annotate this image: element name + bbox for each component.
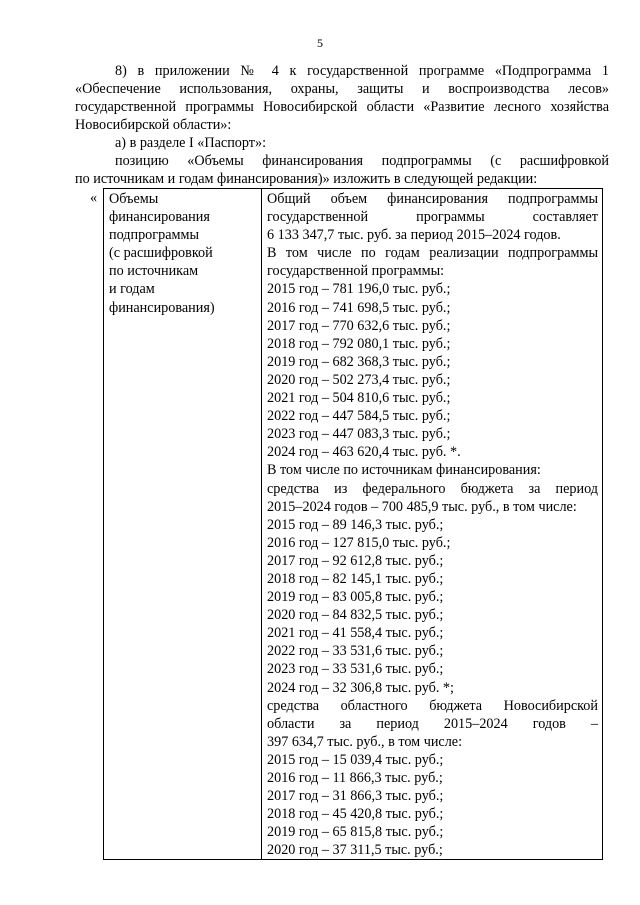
intro-p1-line-1: 8) в приложении № 4 к государственной программе «Подпрограмма 1 (115, 63, 609, 79)
total-year-item: 2022 год – 447 584,5 тыс. руб.; (267, 408, 451, 425)
regional-year-item: 2019 год – 65 815,8 тыс. руб.; (267, 824, 444, 841)
regional-year-item: 2018 год – 45 420,8 тыс. руб.; (267, 806, 444, 823)
total-year-item: 2018 год – 792 080,1 тыс. руб.; (267, 335, 451, 352)
opening-quote: « (90, 190, 98, 206)
federal-year-item: 2019 год – 83 005,8 тыс. руб.; (267, 589, 444, 606)
left-line: и годам (109, 281, 155, 298)
left-line: Объемы (109, 191, 159, 207)
intro-p3-line-1: позицию «Объемы финансирования подпрограммы (с расшифровкой (115, 153, 609, 169)
total-line-1: Общий объем финансирования подпрограммы (267, 191, 598, 207)
federal-year-item: 2020 год – 84 832,5 тыс. руб.; (267, 607, 444, 624)
regional-year-item: 2016 год – 11 866,3 тыс. руб.; (267, 770, 443, 786)
table-row (104, 189, 603, 860)
regional-year-item: 2017 год – 31 866,3 тыс. руб.; (267, 788, 444, 805)
by-years-line-2: государственной программы: (267, 263, 445, 280)
intro-p3-line-2: по источникам и годам финансирования)» изложить в следующей редакции: (75, 171, 538, 187)
federal-year-item: 2016 год – 127 815,0 тыс. руб.; (267, 534, 451, 551)
left-line: финансирования (109, 209, 210, 226)
total-line-2: государственной программы составляет (267, 209, 598, 226)
intro-p1-line-4: Новосибирской области»: (75, 117, 232, 133)
total-year-item: 2019 год – 682 368,3 тыс. руб.; (267, 353, 451, 370)
intro-paragraph-1 (75, 62, 609, 134)
total-year-item: 2015 год – 781 196,0 тыс. руб.; (267, 281, 451, 298)
regional-line-2: области за период 2015–2024 годов – (267, 715, 598, 732)
intro-text (75, 62, 609, 188)
federal-line-1: средства из федерального бюджета за период (267, 480, 598, 497)
federal-line-2: 2015–2024 годов – 700 485,9 тыс. руб., в том числе: (267, 498, 577, 515)
federal-year-item: 2022 год – 33 531,6 тыс. руб.; (267, 643, 444, 660)
passport-table (103, 188, 603, 860)
left-line: по источникам (109, 263, 199, 280)
position-name-cell (104, 189, 262, 860)
page-number: 5 (317, 36, 323, 50)
total-year-item: 2016 год – 741 698,5 тыс. руб.; (267, 299, 451, 316)
intro-p1-line-2: «Обеспечение использования, охраны, защиты и воспроизводства лесов» (75, 81, 609, 97)
total-line-3: 6 133 347,7 тыс. руб. за период 2015–2024 годов. (267, 227, 561, 244)
intro-paragraph-2: а) в разделе I «Паспорт»: (115, 135, 267, 151)
federal-year-item: 2024 год – 32 306,8 тыс. руб. *; (267, 679, 454, 696)
financing-details-cell (262, 189, 603, 860)
left-line: (с расшифровкой (109, 245, 213, 262)
by-years-line-1: В том числе по годам реализации подпрограммы (267, 245, 598, 262)
left-line: подпрограммы (109, 227, 199, 244)
intro-p1-line-3: государственной программы Новосибирской области «Развитие лесного хозяйства (75, 99, 609, 115)
intro-paragraph-3 (75, 152, 609, 188)
total-year-item: 2023 год – 447 083,3 тыс. руб.; (267, 426, 451, 443)
regional-year-item: 2020 год – 37 311,5 тыс. руб.; (267, 842, 443, 859)
federal-year-item: 2018 год – 82 145,1 тыс. руб.; (267, 570, 444, 587)
total-year-item: 2024 год – 463 620,4 тыс. руб. *. (267, 444, 461, 461)
total-year-item: 2017 год – 770 632,6 тыс. руб.; (267, 317, 451, 334)
total-year-item: 2020 год – 502 273,4 тыс. руб.; (267, 371, 451, 388)
regional-line-1: средства областного бюджета Новосибирской (267, 697, 598, 714)
federal-year-item: 2015 год – 89 146,3 тыс. руб.; (267, 516, 444, 533)
total-year-item: 2021 год – 504 810,6 тыс. руб.; (267, 390, 451, 407)
regional-year-item: 2015 год – 15 039,4 тыс. руб.; (267, 751, 444, 768)
federal-year-item: 2023 год – 33 531,6 тыс. руб.; (267, 661, 444, 678)
federal-year-item: 2021 год – 41 558,4 тыс. руб.; (267, 625, 444, 642)
left-line: финансирования) (109, 299, 215, 316)
regional-line-3: 397 634,7 тыс. руб., в том числе: (267, 733, 463, 750)
by-sources-line: В том числе по источникам финансирования: (267, 462, 541, 479)
federal-year-item: 2017 год – 92 612,8 тыс. руб.; (267, 552, 444, 569)
